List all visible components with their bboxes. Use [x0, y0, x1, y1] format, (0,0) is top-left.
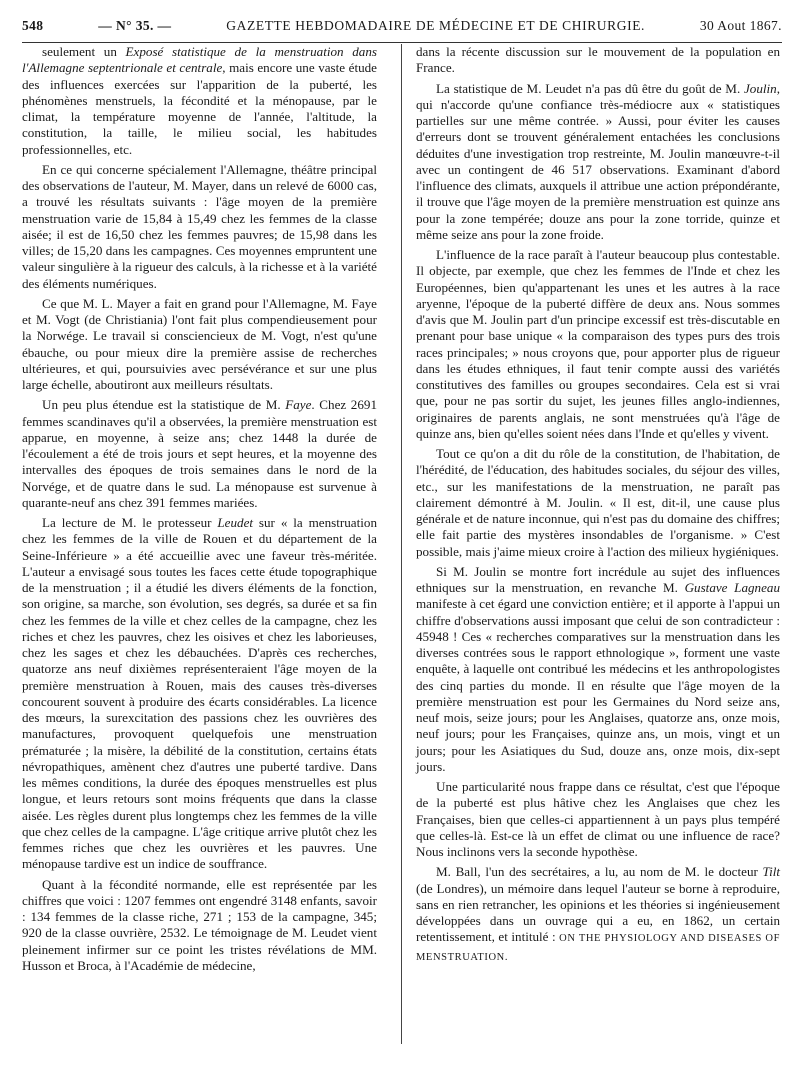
issue-number: — N° 35. — — [98, 18, 172, 33]
issue-date: 30 Aout 1867. — [699, 18, 782, 33]
text-run: Une particularité nous frappe dans ce résultat, c'est que l'époque de la puberté est plus hâtive chez les Anglaises que chez les Françaises, bien que celles-ci appartiennent à un pays plus tempéré que celles-là. Est-ce là un effet de climat ou une influence de race? Nous inclinons vers la seconde hypothèse. — [416, 779, 780, 859]
italic-text: Exposé statistique de la menstruation dans l'Allemagne septentrionale et centrale — [22, 44, 377, 76]
text-run: , qui n'accorde qu'une confiance très-médiocre aux « statistiques partielles sur une même contrée. » Aussi, pour éviter les causes d'erreurs dont se trouvent généralement entachées les conclusions déduites d'une investigation trop restreinte, M. Joulin manœuvre-t-il avec un contingent de 46 517 observations. Examinant d'abord l'influence des climats, auxquels il attribue une action prépondérante, il trouve que l'âge moyen de la première menstruation est quinze ans pour la zone tempérée; douze ans pour la zone torride, quinze et même seize ans pour la zone froide. — [416, 80, 780, 242]
text-run: (de Londres), un mémoire dans lequel l'auteur se borne à reproduire, sans en rien retrancher, les opinions et les théories si ingénieusement développées dans un ouvrage qui a eu, en 1862, un certain retentissement, et intitulé : — [416, 880, 780, 945]
text-run: Tout ce qu'on a dit du rôle de la constitution, de l'habitation, de l'hérédité, de l'éducation, des habitudes sociales, du séjour des villes, etc., sur les manifestations de la menstruation, ne paraît pas clairement démontré à M. Joulin. « Il est, dit-il, une cause plus générale et de nature inconnue, qui n'est pas du domaine des chiffres; elle fait partie des mystères insondables de l'organisme. » C'est possible, mais j'aime mieux croire à l'action des milieux hygiéniques. — [416, 446, 780, 559]
paragraph — [416, 44, 780, 77]
text-run: . Chez 2691 femmes scandinaves qu'il a observées, la première menstruation est apparue, en moyenne, à seize ans; chez 1448 la durée de l'écoulement a été de trois jours et sept heures, et la moyenne des intervalles des époques de trois semaines dans le nord de la Norvége, et de quatre dans le sud. La ménopause est survenue à quarante-neuf ans chez 391 femmes mariées. — [22, 397, 377, 510]
italic-text: Faye — [285, 397, 312, 413]
text-run: Ce que M. L. Mayer a fait en grand pour l'Allemagne, M. Faye et M. Vogt (de Christiania) l'ont fait plus compendieusement pour la Norwége. Le travail si consciencieux de M. Vogt, n'est qu'une ébauche, ou pour mieux dire la première assise de recherches ultérieures, et qui, poursuivies avec persévérance et sur une plus large échelle, aboutiront aux meilleurs résultats. — [22, 295, 377, 392]
text-run: Si M. Joulin se montre fort incrédule au sujet des influences ethniques sur la menstruation, en revanche M. — [416, 563, 780, 595]
smallcaps-title: ON THE PHYSIOLOGY AND DISEASES OF MENSTRUATION. — [416, 933, 781, 963]
paragraph — [22, 515, 377, 873]
italic-text: Leudet — [217, 515, 254, 530]
paragraph — [22, 44, 377, 158]
paragraph — [22, 877, 377, 975]
paragraph — [22, 162, 377, 292]
text-run: En ce qui concerne spécialement l'Allemagne, théâtre principal des observations de l'auteur, M. Mayer, dans un relevé de 6000 cas, a trouvé les résultats suivants : l'âge moyen de la première menstruation varie de 15,84 à 15,49 chez les femmes de la classe aisée; il est de 16,50 chez les femmes pauvres; de 15,98 dans les villes; de 15,20 dans les campagnes. Ces moyennes empruntent une valeur singulière à la rigueur des calculs, à la richesse et à la variété des éléments numériques. — [22, 161, 377, 291]
paragraph — [416, 81, 780, 244]
paragraph — [22, 397, 377, 511]
text-run: M. Ball, l'un des secrétaires, a lu, au nom de M. le docteur — [436, 864, 763, 880]
left-column — [22, 44, 377, 978]
text-run: dans la récente discussion sur le mouvement de la population en France. — [416, 44, 780, 76]
italic-text: Gustave Lagneau — [684, 580, 780, 595]
text-run: L'influence de la race paraît à l'auteur beaucoup plus contestable. Il objecte, par exemple, que chez les femmes de l'Inde et chez les Européennes, bien qu'appartenant les unes et les autres à la race aryenne, l'époque de la puberté diffère de deux ans. Nous sommes d'avis que M. Joulin part d'un principe excessif est très-discutable en prenant pour base unique « la comparaison des types purs des trois races principales; » nous croyons que, pour apporter plus de rigueur dans les études ethniques, il faut tenir compte aussi des variétés constitutives des familles ou groupes secondaires. Cela est si vrai que, pour ne pas sortir du sujet, les jeunes filles anglo-indiennes, originaires de parents anglais, ne sont menstruées qu'à l'âge de quinze ans, bien qu'elles soient nées dans l'Inde et qu'elles y vivent. — [416, 247, 780, 441]
text-run: seulement un — [42, 44, 126, 59]
paragraph — [416, 247, 780, 442]
right-column — [416, 44, 780, 970]
text-run: Un peu plus étendue est la statistique de M. — [42, 397, 286, 413]
italic-text: Joulin — [743, 80, 777, 96]
page-number: 548 — [22, 18, 44, 33]
italic-text: Tilt — [762, 864, 780, 880]
running-header — [22, 18, 782, 40]
text-run: sur « la menstruation chez les femmes de la ville de Rouen et du département de la Seine-Inférieure » a été accueillie avec une faveur très-méritée. L'auteur a envisagé sous toutes les faces cette étude topographique de la menstruation ; il a étudié les divers éléments de la fonction, son origine, sa marche, son évolution, ses degrés, sa durée et sa fin chez les femmes de la ville et chez celles de la campagne, chez les riches et chez les pauvres, chez les oisives et chez les laborieuses, chez les sages et chez les débauchées. D'après ces recherches, quatorze ans neuf dixièmes représenteraient l'âge moyen de la première menstruation à Rouen, mais des causes très-diverses concourent souvent à produire des écarts considérables. La licence des mœurs, la surexcitation des passions chez les ouvrières des manufactures, provoquent quelquefois une menstruation prématurée ; la misère, la débilité de la constitution, certains états névropathiques, amènent chez d'autres une puberté tardive. Dans les mêmes conditions, la durée des époques menstruelles est plus longue, et leurs retours sont moins fréquents que dans la classe aisée. Les règles durent plus longtemps chez les femmes de la ville que chez celles de la campagne. L'âge critique arrive plutôt chez les femmes riches que chez les ouvrières et les pauvres. Une ménopause tardive est un indice de souffrance. — [22, 515, 377, 872]
column-divider — [401, 44, 402, 1044]
paragraph — [416, 864, 780, 966]
text-run: La lecture de M. le protesseur — [42, 515, 218, 530]
paragraph — [22, 296, 377, 394]
text-run: Quant à la fécondité normande, elle est représentée par les chiffres que voici : 1207 femmes ont engendré 3148 enfants, savoir : 134 femmes de la classe riche, 271 ; 153 de la campagne, 345; 920 de la classe ouvrière, 2532. Le témoignage de M. Leudet vient pleinement infirmer sur ce point les tristes révélations de MM. Husson et Broca, à l'Académie de médecine, — [22, 876, 377, 973]
paragraph — [416, 446, 780, 560]
journal-title: GAZETTE HEBDOMADAIRE DE MÉDECINE ET DE CHIRURGIE. — [226, 18, 646, 33]
paragraph — [416, 779, 780, 860]
text-run: manifeste à cet égard une conviction entière; et il apporte à l'appui un chiffre d'observations aussi imposant que celui de son contradicteur : 45948 ! Ces « recherches comparatives sur la menstruation dans les diverses contrées sous le rapport ethnologique », forment une vaste enquête, à laquelle ont contribué les médecins et les anthropologistes des cinq parties du monde. Il en résulte que l'âge moyen de la première menstruation est pour les Germaines du Nord seize ans, neuf mois, seize jours; pour les Anglaises, quatorze ans, onze mois, neuf jours; pour les Françaises, quinze ans, un mois, vingt et un jours; pour les Asiatiques du Sud, douze ans, onze mois, dix-sept jours. — [416, 596, 780, 774]
header-rule — [22, 42, 782, 43]
paragraph — [416, 564, 780, 775]
text-run: , mais encore une vaste étude des influences exercées sur l'apparition de la puberté, les phénomènes menstruels, la fécondité et la ménopause, par le climat, la température moyenne de l'année, l'altitude, la constitution, la taille, le milieu social, les habitudes professionnelles, etc. — [22, 60, 377, 157]
text-run: La statistique de M. Leudet n'a pas dû être du goût de M. — [436, 80, 744, 96]
